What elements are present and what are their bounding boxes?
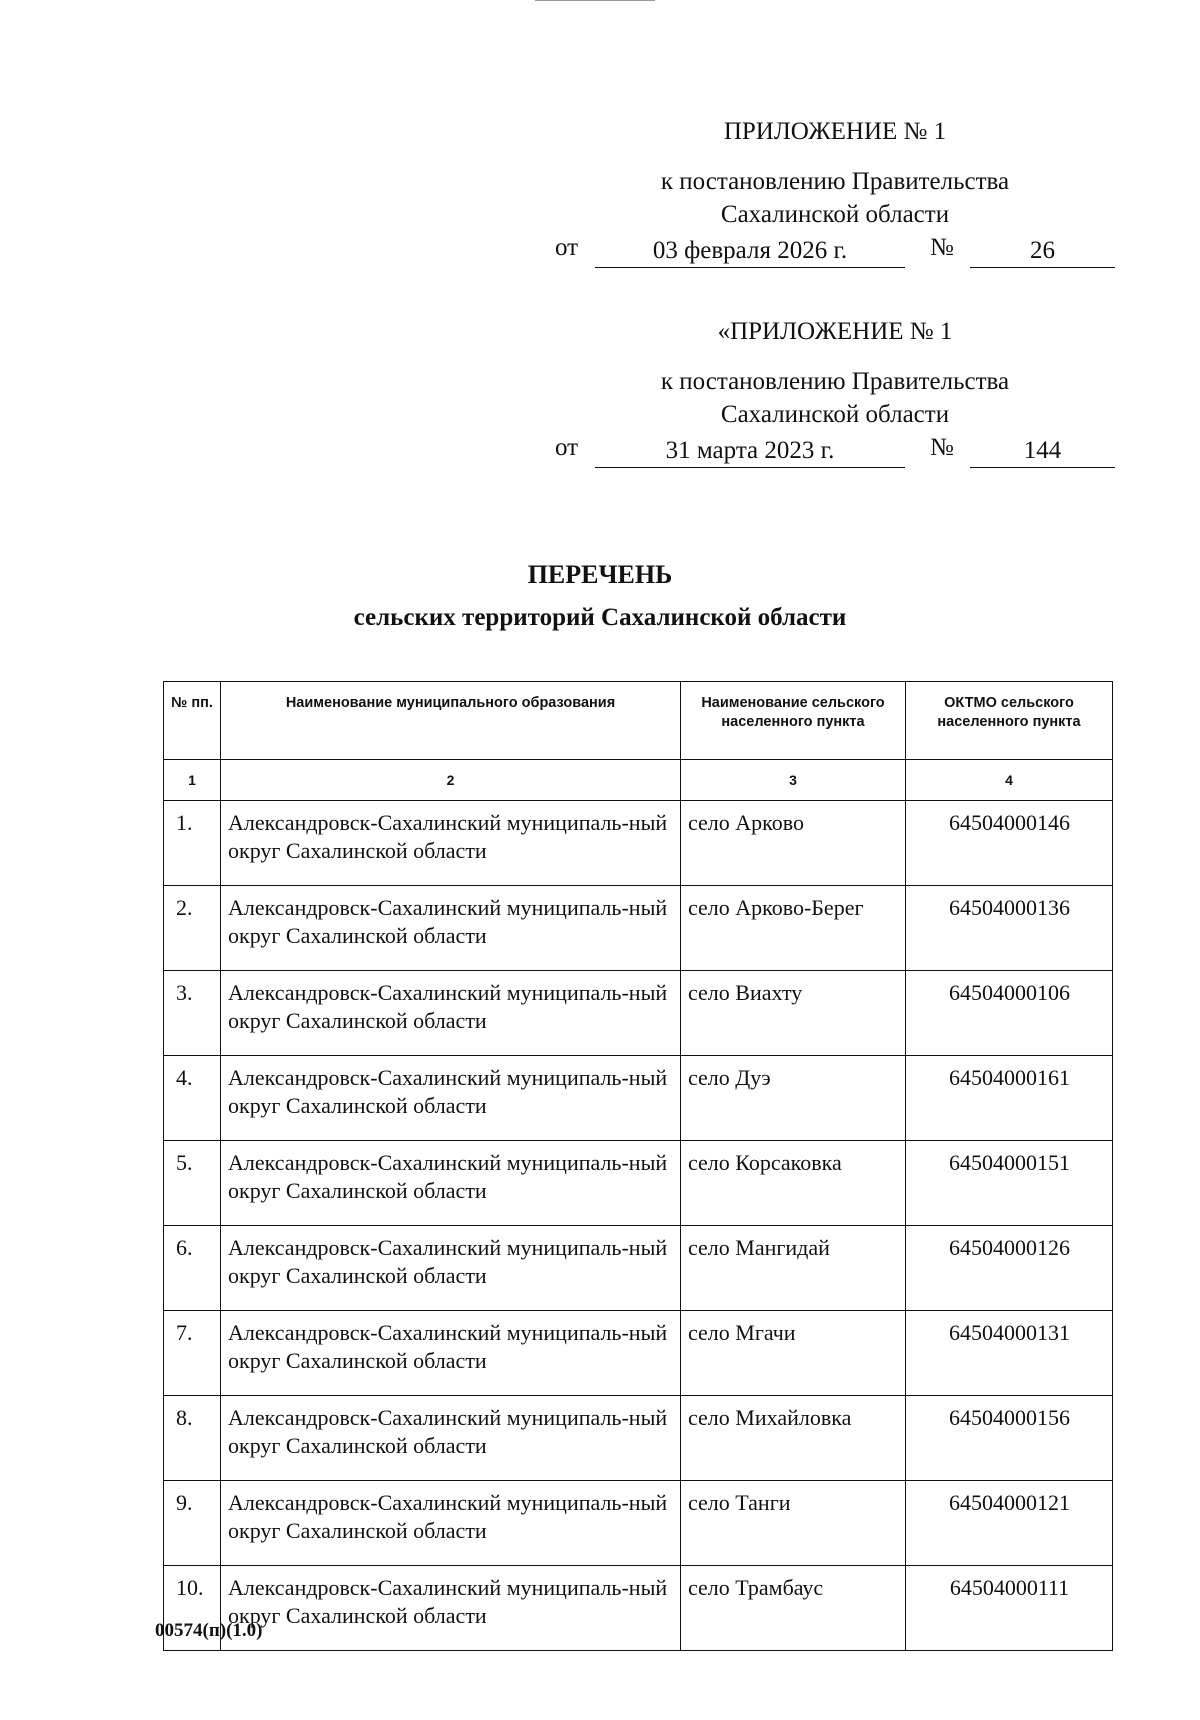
date-prefix: от: [555, 234, 579, 261]
settlement-cell: село Мгачи: [681, 1311, 906, 1396]
municipality-cell: Александровск-Сахалинский муниципаль-ный округ Сахалинской области: [221, 1481, 681, 1566]
municipality-cell: Александровск-Сахалинский муниципаль-ный округ Сахалинской области: [221, 1566, 681, 1651]
settlement-cell: село Виахту: [681, 971, 906, 1056]
oktmo-cell: 64504000151: [906, 1141, 1113, 1226]
header-oktmo: ОКТМО сельского населенного пункта: [906, 682, 1113, 760]
column-number: 4: [906, 760, 1113, 801]
column-number: 2: [221, 760, 681, 801]
municipality-cell: Александровск-Сахалинский муниципаль-ный округ Сахалинской области: [221, 886, 681, 971]
row-number: 10.: [164, 1566, 221, 1651]
oktmo-cell: 64504000121: [906, 1481, 1113, 1566]
appendix-new-line1: к постановлению Правительства: [660, 168, 1010, 195]
appendix-new-date: 03 февраля 2026 г.: [595, 234, 905, 268]
row-number: 1.: [164, 801, 221, 886]
appendix-old-title: «ПРИЛОЖЕНИЕ № 1: [717, 318, 953, 345]
row-number: 8.: [164, 1396, 221, 1481]
appendix-old-date: 31 марта 2023 г.: [595, 434, 905, 468]
oktmo-cell: 64504000156: [906, 1396, 1113, 1481]
municipality-cell: Александровск-Сахалинский муниципаль-ный округ Сахалинской области: [221, 1311, 681, 1396]
table-row: [164, 1311, 1113, 1396]
table-row: [164, 1141, 1113, 1226]
footer-code: 00574(п)(1.0): [155, 1620, 263, 1641]
appendix-new-title: ПРИЛОЖЕНИЕ № 1: [723, 118, 947, 145]
municipality-cell: Александровск-Сахалинский муниципаль-ный округ Сахалинской области: [221, 1056, 681, 1141]
table-row: [164, 1226, 1113, 1311]
settlement-cell: село Арково-Берег: [681, 886, 906, 971]
oktmo-cell: 64504000161: [906, 1056, 1113, 1141]
table-header-row: [164, 682, 1113, 760]
municipality-cell: Александровск-Сахалинский муниципаль-ный округ Сахалинской области: [221, 801, 681, 886]
municipality-cell: Александровск-Сахалинский муниципаль-ный округ Сахалинской области: [221, 971, 681, 1056]
appendix-old-date-row: [555, 434, 1115, 468]
row-number: 9.: [164, 1481, 221, 1566]
appendix-new-line2: Сахалинской области: [720, 201, 950, 228]
column-number: 1: [164, 760, 221, 801]
row-number: 6.: [164, 1226, 221, 1311]
territories-table: [163, 681, 1113, 1651]
appendix-old-line2: Сахалинской области: [720, 401, 950, 428]
municipality-cell: Александровск-Сахалинский муниципаль-ный округ Сахалинской области: [221, 1226, 681, 1311]
oktmo-cell: 64504000111: [906, 1566, 1113, 1651]
settlement-cell: село Михайловка: [681, 1396, 906, 1481]
row-number: 4.: [164, 1056, 221, 1141]
table-row: [164, 971, 1113, 1056]
settlement-cell: село Корсаковка: [681, 1141, 906, 1226]
table-row: [164, 1481, 1113, 1566]
row-number: 3.: [164, 971, 221, 1056]
row-number: 5.: [164, 1141, 221, 1226]
number-prefix: №: [930, 434, 954, 461]
column-number-row: [164, 760, 1113, 801]
top-edge-mark: [535, 0, 655, 1]
table-row: [164, 1566, 1113, 1651]
settlement-cell: село Танги: [681, 1481, 906, 1566]
appendix-new-number: 26: [970, 234, 1115, 268]
document-title: ПЕРЕЧЕНЬ: [527, 560, 673, 589]
oktmo-cell: 64504000106: [906, 971, 1113, 1056]
table-row: [164, 1056, 1113, 1141]
appendix-old-number: 144: [970, 434, 1115, 468]
appendix-old-block: [555, 318, 1115, 478]
header-settlement: Наименование сельского населенного пункта: [681, 682, 906, 760]
oktmo-cell: 64504000136: [906, 886, 1113, 971]
header-municipality: Наименование муниципального образования: [221, 682, 681, 760]
number-prefix: №: [930, 234, 954, 261]
settlement-cell: село Дуэ: [681, 1056, 906, 1141]
table-row: [164, 1396, 1113, 1481]
municipality-cell: Александровск-Сахалинский муниципаль-ный округ Сахалинской области: [221, 1396, 681, 1481]
settlement-cell: село Мангидай: [681, 1226, 906, 1311]
header-number: № пп.: [164, 682, 221, 760]
document-subtitle: сельских территорий Сахалинской области: [353, 604, 847, 631]
settlement-cell: село Арково: [681, 801, 906, 886]
oktmo-cell: 64504000131: [906, 1311, 1113, 1396]
table-row: [164, 801, 1113, 886]
oktmo-cell: 64504000126: [906, 1226, 1113, 1311]
date-prefix: от: [555, 434, 579, 461]
appendix-new-date-row: [555, 234, 1115, 268]
row-number: 7.: [164, 1311, 221, 1396]
settlement-cell: село Трамбаус: [681, 1566, 906, 1651]
appendix-new-block: [555, 118, 1115, 278]
row-number: 2.: [164, 886, 221, 971]
municipality-cell: Александровск-Сахалинский муниципаль-ный округ Сахалинской области: [221, 1141, 681, 1226]
column-number: 3: [681, 760, 906, 801]
oktmo-cell: 64504000146: [906, 801, 1113, 886]
table-row: [164, 886, 1113, 971]
appendix-old-line1: к постановлению Правительства: [660, 368, 1010, 395]
